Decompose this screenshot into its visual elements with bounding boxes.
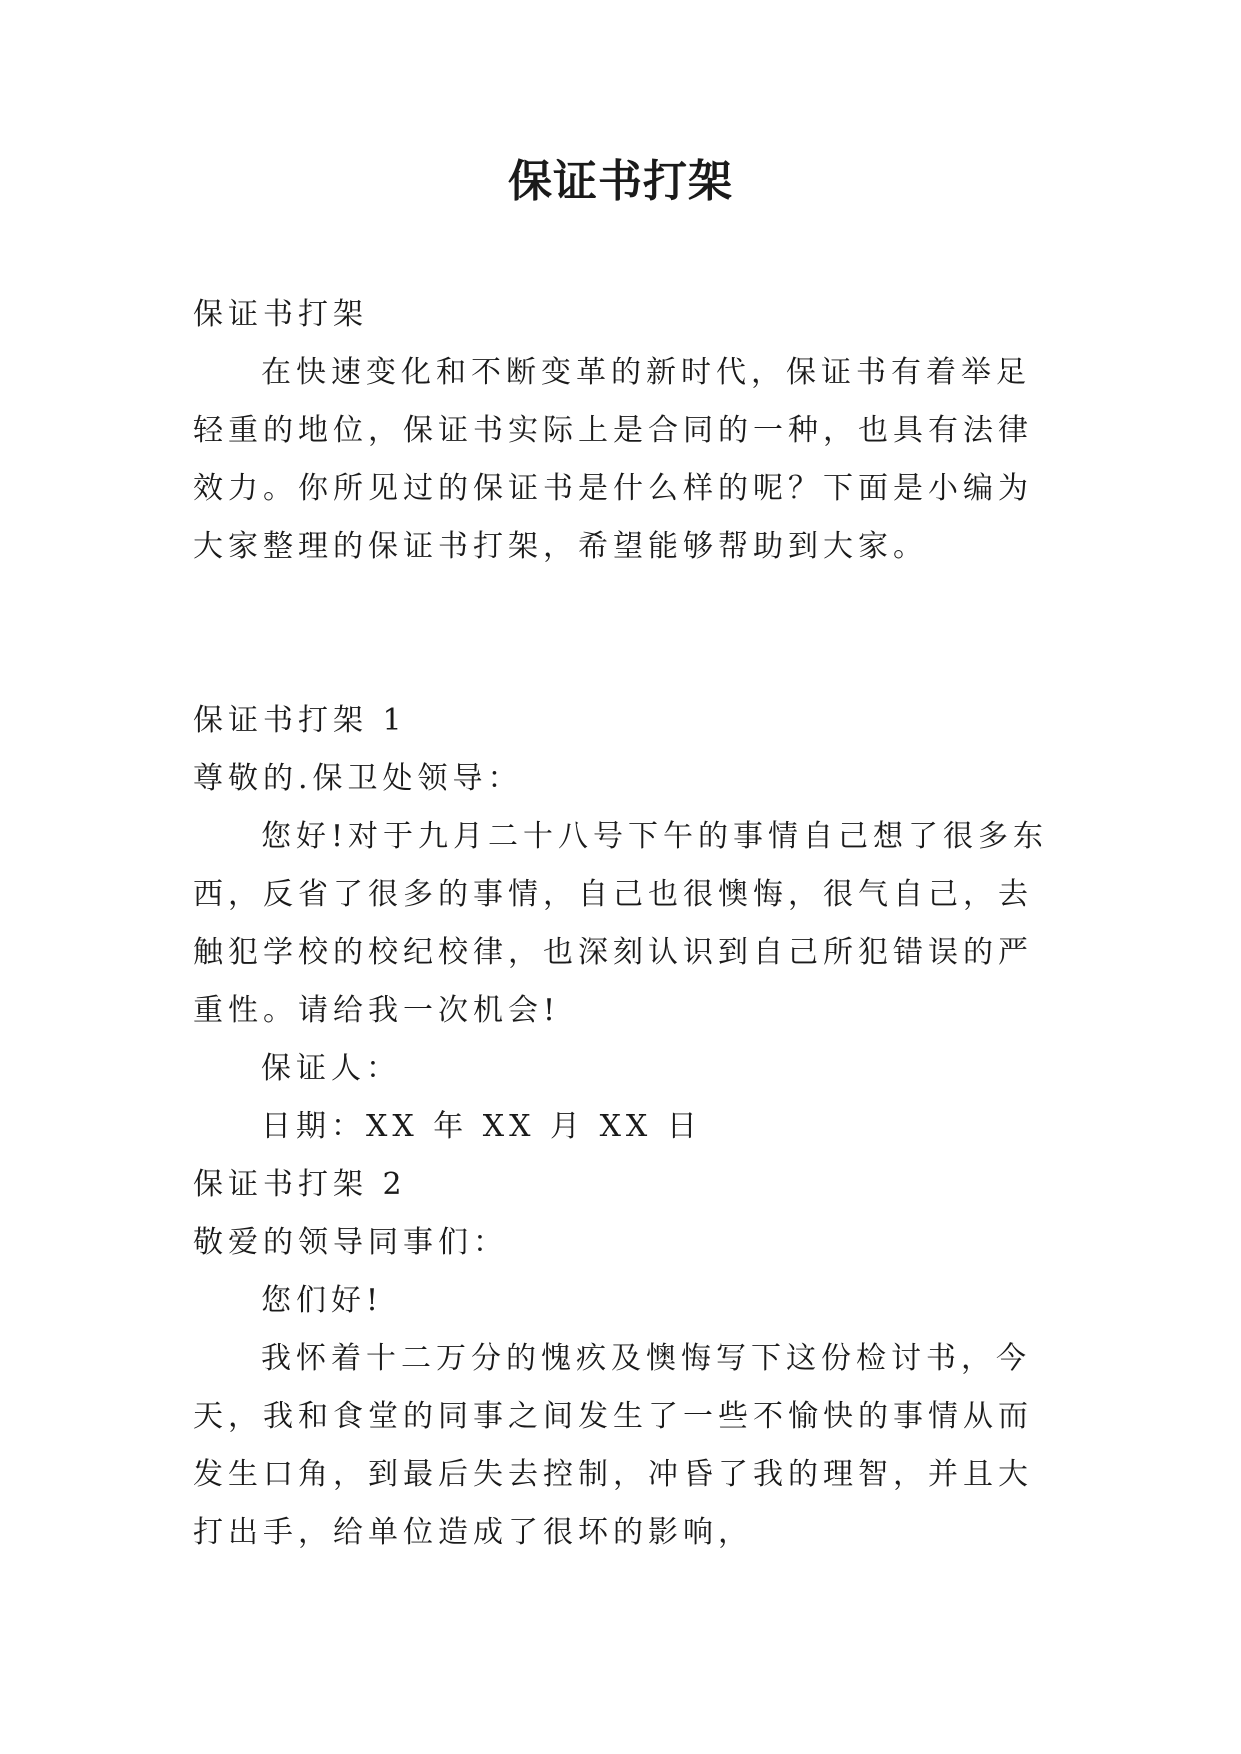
section1-signer: 保证人： [261, 1051, 401, 1086]
section1-date: 日期：XX 年 XX 月 XX 日 [261, 1109, 702, 1144]
intro-heading: 保证书打架 [193, 297, 368, 332]
section1-body: 您好!对于九月二十八号下午的事情自己想了很多东西，反省了很多的事情，自己也很懊悔，很气自己，去触犯学校的校纪校律，也深刻认识到自己所犯错误的严重性。请给我一次机会! [193, 819, 1049, 1028]
section1-salutation: 尊敬的.保卫处领导： [193, 761, 523, 796]
section2-greeting: 您们好! [261, 1283, 384, 1318]
intro-paragraph: 在快速变化和不断变革的新时代，保证书有着举足轻重的地位，保证书实际上是合同的一种，也具有法律效力。你所见过的保证书是什么样的呢？下面是小编为大家整理的保证书打架，希望能够帮助到大家。 [193, 355, 1033, 564]
document-body [193, 286, 1053, 1562]
section2-heading: 保证书打架 2 [193, 1167, 407, 1202]
document-title: 保证书打架 [508, 156, 733, 207]
section2-body: 我怀着十二万分的愧疚及懊悔写下这份检讨书，今天，我和食堂的同事之间发生了一些不愉快的事情从而发生口角，到最后失去控制，冲昏了我的理智，并且大打出手，给单位造成了很坏的影响， [193, 1341, 1033, 1550]
section-spacer [193, 576, 1053, 692]
section2-salutation: 敬爱的领导同事们： [193, 1225, 508, 1260]
section1-heading: 保证书打架 1 [193, 703, 407, 738]
